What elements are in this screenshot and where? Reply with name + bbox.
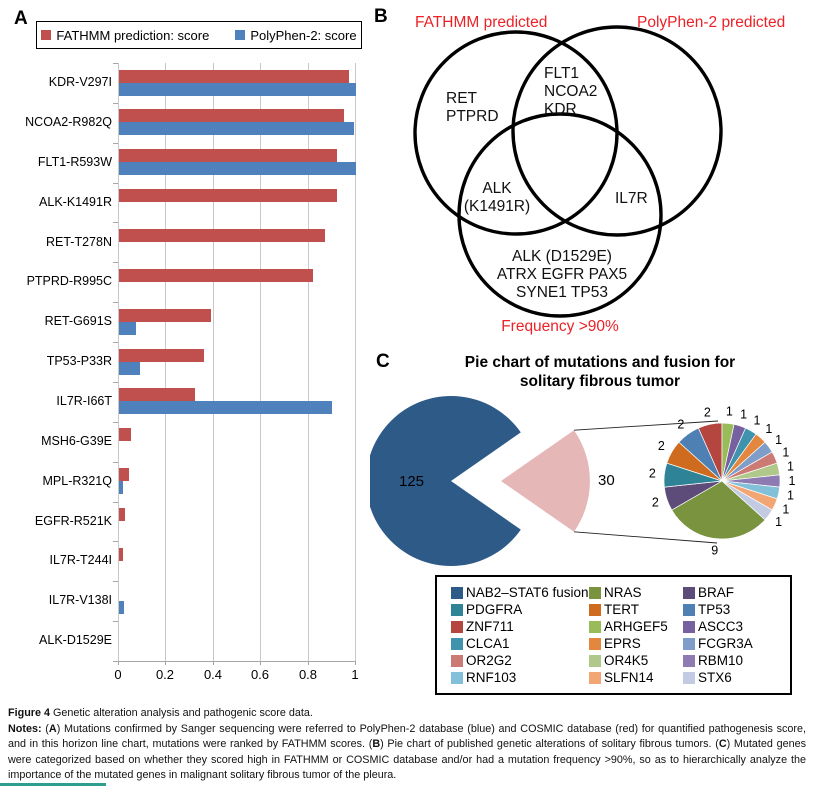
panel-b-letter: B	[374, 6, 388, 27]
pie-legend-item	[683, 652, 790, 669]
category-label: EGFR-R521K	[34, 513, 112, 528]
pie-legend-item	[683, 601, 790, 618]
caption-segment: A	[48, 722, 57, 735]
x-tick-label: 1	[351, 667, 359, 682]
pie-legend-label: ARHGEF5	[604, 619, 668, 634]
legend-swatch	[41, 30, 51, 40]
slice-value-label-OR2G2: 1	[782, 445, 790, 460]
category-label: PTPRD-R995C	[26, 274, 112, 289]
slice-value-label-ASCC3: 1	[740, 407, 748, 422]
y-axis-tick	[113, 302, 118, 303]
pie-legend-swatch	[589, 638, 601, 650]
venn-region-frequency-only-line1: ALK (D1529E)	[512, 248, 612, 265]
x-tick-label: 0.8	[298, 667, 318, 682]
fathmm-bar	[119, 309, 211, 322]
pie-legend-swatch	[451, 587, 463, 599]
pie-legend-label: CLCA1	[466, 636, 510, 651]
pie-legend-label: TP53	[698, 602, 731, 617]
fathmm-bar	[119, 149, 337, 162]
y-axis-tick	[113, 502, 118, 503]
y-axis-tick	[113, 342, 118, 343]
caption-segment: Figure 4	[8, 707, 50, 719]
slice-value-label-FCGR3A: 1	[775, 432, 783, 447]
polyphen-bar	[119, 83, 356, 96]
pie-chart-title-line2: solitary fibrous tumor	[519, 373, 681, 390]
category-label: ALK-D1529E	[39, 633, 112, 648]
pie-legend-label: OR4K5	[604, 653, 649, 668]
footer-rule	[0, 783, 106, 786]
venn-region-frequency-only-line2: ATRX EGFR PAX5	[496, 266, 628, 283]
slice-value-label-NRAS: 9	[711, 543, 719, 558]
pie-legend-label: PDGFRA	[466, 602, 523, 617]
pie-chart-title-line1: Pie chart of mutations and fusion for	[464, 354, 736, 371]
venn-region-fathmm-frequency-line1: ALK	[482, 180, 512, 197]
pie-legend-item	[683, 635, 790, 652]
category-label: KDR-V297I	[48, 75, 112, 89]
pie-legend-label: ZNF711	[466, 619, 514, 634]
panel-a-bar-chart	[0, 0, 372, 705]
pie-slice-primary	[370, 396, 521, 566]
venn-label-frequency: Frequency >90%	[501, 318, 619, 335]
pie-legend-item	[451, 584, 589, 601]
legend-item	[41, 28, 209, 43]
pie-legend-label: NRAS	[604, 585, 642, 600]
pie-legend-swatch	[451, 672, 463, 684]
category-label: TP53-P33R	[46, 354, 112, 369]
pie-legend-swatch	[683, 621, 695, 633]
caption-segment: Notes:	[8, 722, 42, 735]
slice-value-label-TERT: 2	[657, 439, 665, 453]
pie-legend-swatch	[683, 638, 695, 650]
primary-value-label: 125	[399, 473, 425, 490]
slice-value-label-TP53: 2	[677, 417, 685, 432]
polyphen-bar	[119, 362, 140, 375]
venn-region-fathmm-polyphen-line3: KDR	[544, 101, 577, 118]
slice-value-label-CLCA1: 1	[753, 413, 761, 428]
gridline	[355, 63, 356, 661]
pie-legend-label: RBM10	[698, 653, 744, 668]
pie-legend-swatch	[451, 621, 463, 633]
venn-region-fathmm-frequency-line2: (K1491R)	[463, 198, 531, 215]
y-axis-tick	[113, 621, 118, 622]
pie-legend-swatch	[589, 621, 601, 633]
panel-a-letter: A	[14, 8, 28, 29]
venn-region-fathmm-only-line2: PTPRD	[446, 108, 499, 125]
pie-legend-swatch	[589, 672, 601, 684]
pie-of-pie-graphic	[370, 385, 814, 585]
y-axis-tick	[113, 661, 118, 662]
panel-c-letter: C	[376, 351, 390, 372]
polyphen-bar	[119, 122, 354, 135]
pie-legend-item	[451, 652, 589, 669]
fathmm-bar	[119, 388, 195, 401]
polyphen-bar	[119, 162, 356, 175]
venn-label-fathmm: FATHMM predicted	[415, 14, 548, 31]
pie-legend-item	[589, 652, 683, 669]
caption-segment: ) Mutations confirmed by Sanger sequencing were referred to PolyPhen-2 database (blue) and COSMIC database (red) for quantified pathogenesis score, and in this horizon line chart, mutations were ranked by FATHMM scores. (	[8, 722, 806, 750]
pie-slice-other	[501, 430, 590, 532]
legend-label: PolyPhen-2: score	[250, 27, 357, 43]
slice-value-label-BRAF: 2	[651, 495, 659, 510]
pie-legend-label: NAB2–STAT6 fusion	[466, 585, 589, 600]
venn-region-fathmm-polyphen-line2: NCOA2	[544, 83, 598, 100]
fathmm-bar	[119, 189, 337, 202]
y-axis-tick	[113, 581, 118, 582]
y-axis-tick	[113, 462, 118, 463]
fathmm-bar	[119, 109, 344, 122]
legend-item	[235, 28, 356, 43]
slice-value-label-EPRS: 1	[765, 422, 773, 436]
category-label: MPL-R321Q	[42, 473, 112, 488]
venn-diagram	[370, 0, 814, 352]
pie-legend-item	[589, 618, 683, 635]
x-tick-label: 0.4	[203, 667, 223, 682]
slice-value-label-ZNF711: 2	[703, 405, 711, 420]
pie-legend-item	[451, 601, 589, 618]
pie-legend-swatch	[683, 672, 695, 684]
slice-value-label-RBM10: 1	[788, 474, 796, 488]
pie-legend-item	[451, 635, 589, 652]
pie-legend-item	[683, 618, 790, 635]
y-axis-tick	[113, 63, 118, 64]
pie-legend-swatch	[589, 604, 601, 616]
connector-line-bottom	[574, 532, 717, 543]
y-axis-tick	[113, 103, 118, 104]
pie-legend-label: BRAF	[698, 585, 735, 600]
category-label: RET-T278N	[46, 234, 112, 249]
y-axis-tick	[113, 382, 118, 383]
pie-legend-item	[451, 669, 589, 686]
category-label: NCOA2-R982Q	[25, 114, 112, 129]
pie-legend-swatch	[683, 655, 695, 667]
category-label: MSH6-G39E	[41, 433, 112, 448]
pie-legend-item	[683, 669, 790, 686]
fathmm-bar	[119, 349, 204, 362]
pie-legend-label: ASCC3	[698, 619, 744, 634]
venn-region-polyphen-frequency: IL7R	[615, 190, 648, 207]
polyphen-bar	[119, 322, 136, 335]
pie-legend-label: FCGR3A	[698, 636, 753, 651]
pie-legend-swatch	[683, 604, 695, 616]
pie-legend-item	[589, 635, 683, 652]
venn-region-fathmm-only-line1: RET	[446, 90, 477, 107]
slice-value-label-PDGFRA: 2	[648, 466, 656, 481]
slice-value-label-ARHGEF5: 1	[725, 404, 733, 419]
caption-segment: ) Pie chart of published genetic alterations of solitary fibrous tumors. (	[380, 738, 719, 750]
polyphen-bar	[119, 481, 123, 494]
caption-segment: ) Mutated genes were categorized based on whether they scored high in FATHMM or COSMIC database and/or had a mutation frequency >90%, so as to hierarchically analyze the importance of the mutated genes in malignant solitary fibrous tumor of the pleura.	[8, 738, 806, 781]
legend-label: FATHMM prediction: score	[56, 27, 210, 43]
slice-value-label-SLFN14: 1	[782, 502, 790, 517]
figure-caption	[8, 706, 806, 784]
y-axis-tick	[113, 262, 118, 263]
pie-legend-item	[451, 618, 589, 635]
category-label: RET-G691S	[44, 314, 112, 329]
other-value-label: 30	[598, 472, 615, 489]
category-label: FLT1-R593W	[37, 154, 112, 169]
pie-legend-item	[589, 669, 683, 686]
y-axis-tick	[113, 422, 118, 423]
polyphen-bar	[119, 401, 332, 414]
fathmm-bar	[119, 70, 349, 83]
category-label: IL7R-T244I	[49, 553, 112, 568]
y-axis-tick	[113, 222, 118, 223]
venn-region-frequency-only-line3: SYNE1 TP53	[516, 284, 608, 301]
pie-legend-label: STX6	[698, 670, 732, 685]
pie-legend-swatch	[683, 587, 695, 599]
polyphen-bar	[119, 601, 124, 614]
bar-chart-plot-area	[118, 63, 356, 661]
pie-legend-swatch	[589, 587, 601, 599]
pie-legend-item	[589, 601, 683, 618]
fathmm-bar	[119, 468, 129, 481]
x-axis-line	[118, 661, 356, 662]
bar-chart-legend	[36, 21, 362, 49]
y-axis-tick	[113, 541, 118, 542]
category-label: IL7R-V138I	[48, 593, 112, 608]
caption-segment: Genetic alteration analysis and pathogenic score data.	[50, 707, 313, 719]
pie-legend-label: RNF103	[466, 670, 517, 685]
slice-value-label-RNF103: 1	[787, 488, 794, 503]
panel-c-pie-chart	[370, 345, 814, 705]
pie-legend-label: OR2G2	[466, 653, 512, 668]
slice-value-label-OR4K5: 1	[787, 459, 794, 474]
pie-legend-label: SLFN14	[604, 670, 654, 685]
x-tick-label: 0.6	[250, 667, 270, 682]
fathmm-bar	[119, 229, 325, 242]
pie-legend-item	[589, 584, 683, 601]
panel-b-venn	[370, 0, 814, 352]
pie-legend-label: TERT	[604, 602, 640, 617]
caption-segment: (	[41, 722, 49, 735]
legend-swatch	[235, 30, 245, 40]
venn-label-polyphen: PolyPhen-2 predicted	[637, 14, 786, 31]
pie-legend	[435, 575, 792, 695]
fathmm-bar	[119, 548, 123, 561]
slice-value-label-STX6: 1	[775, 515, 783, 530]
pie-legend-swatch	[451, 655, 463, 667]
y-axis-tick	[113, 143, 118, 144]
pie-legend-label: EPRS	[604, 636, 641, 651]
fathmm-bar	[119, 508, 125, 521]
category-label: ALK-K1491R	[39, 194, 112, 209]
category-label: IL7R-I66T	[56, 393, 112, 408]
x-tick-label: 0.2	[155, 667, 175, 682]
pie-legend-swatch	[589, 655, 601, 667]
fathmm-bar	[119, 269, 313, 282]
x-tick-label: 0	[114, 667, 122, 682]
venn-region-fathmm-polyphen-line1: FLT1	[544, 65, 580, 82]
pie-legend-swatch	[451, 638, 463, 650]
fathmm-bar	[119, 428, 131, 441]
pie-legend-swatch	[451, 604, 463, 616]
y-axis-tick	[113, 183, 118, 184]
caption-segment: C	[718, 738, 727, 750]
pie-legend-item	[683, 584, 790, 601]
caption-segment: B	[372, 738, 381, 750]
